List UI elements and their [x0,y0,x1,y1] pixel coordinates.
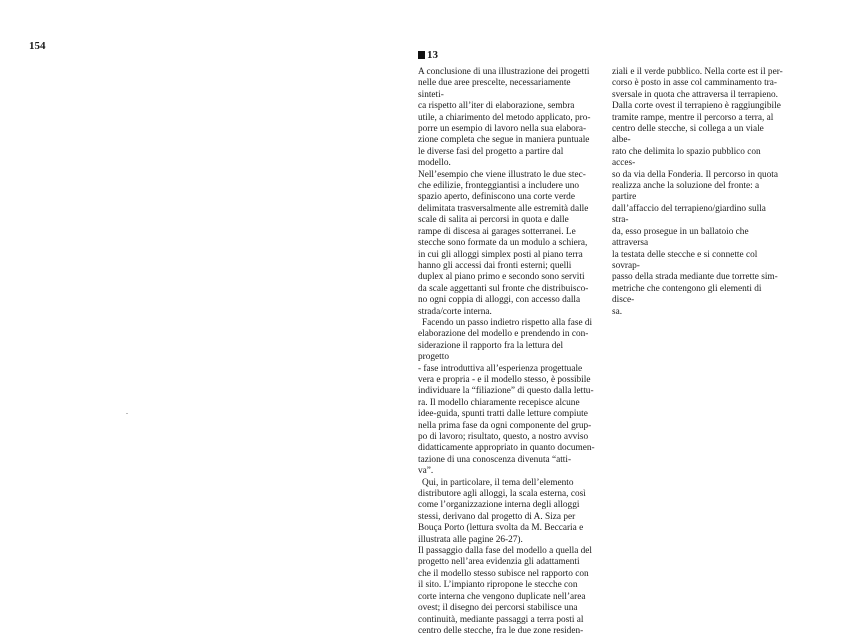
left-text-column [418,67,596,637]
right-text-column [612,67,784,318]
paragraph: Qui, in particolare, il tema dell’elemento distributore agli alloggi, la scala esterna, così come l’organizzazione interna degli alloggi stessi, derivano dal progetto di A. Siza per Bouça Porto (lettura svolta da M. Beccaria e illustrata alle pagine 26-27). [418,477,586,545]
chapter-square-icon [418,51,425,59]
paragraph: Nell’esempio che viene illustrato le due stec- che edilizie, fronteggiantisi a includere uno spazio aperto, definiscono una corte verde delimitata trasversalmente alle estremità dalle scale di salita ai percorsi in quota e dalle rampe di discesa ai garages sotterranei. Le stecche sono formate da un modulo a schiera, in cui gli alloggi simplex posti al piano terra hanno gli accessi dai fronti esterni; quelli duplex al piano primo e secondo sono serviti da scale aggettanti sul fronte che distribuisco- no ogni coppia di alloggi, con accesso dalla strada/corte interna. [418,169,589,317]
chapter-number: 13 [427,49,438,61]
paragraph: Il passaggio dalla fase del modello a quella del progetto nell’area evidenzia gli adattamenti che il modello stesso subisce nel rapporto con il sito. L’impianto ripropone le stecche con corte interna che vengono duplicate nell’area ovest; il disegno dei percorsi stabilisce una continuità, mediante passaggi a terra posti al centro delle stecche, fra le due zone residen- [418,546,592,636]
scan-speck [126,413,128,414]
paragraph: A conclusione di una illustrazione dei progetti nelle due aree prescelte, necessariamente sinteti- ca rispetto all’iter di elaborazione, sembra utile, a chiarimento del metodo applicato, pro- porre un esempio di lavoro nella sua elabora- zione completa che segue in maniera puntuale le diverse fasi del progetto a partire dal modello. [418,67,591,169]
paragraph: Facendo un passo indietro rispetto alla fase di elaborazione del modello e prendendo in con- siderazione il rapporto fra la lettura del progetto - fase introduttiva all’esperienza progettuale vera e propria - e il modello stesso, è possibile individuare la “filiazione” di questo dalla lettu- ra. Il modello chiaramente recepisce alcune idee-guida, spunti tratti dalle letture compiute nella prima fase da ogni componente del grup- po di lavoro; risultato, questo, a nostro avviso didatticamente appropriato in quanto documen- tazione di una conoscenza divenuta “atti- va”. [418,317,595,477]
paragraph: ziali e il verde pubblico. Nella corte est il per- corso è posto in asse col camminamento tra- sversale in quota che attraversa il terrapieno. Dalla corte ovest il terrapieno è raggiungibile tramite rampe, mentre il percorso a terra, al centro delle stecche, si collega a un viale albe- rato che delimita lo spazio pubblico con acces- so da via della Fonderia. Il percorso in quota realizza anche la soluzione del fronte: a partire dall’affaccio del terrapieno/giardino sulla stra- da, esso prosegue in un ballatoio che attraversa la testata delle stecche e si connette col sovrap- passo della strada mediante due torrette sim- metriche che contengono gli elementi di disce- sa. [612,67,783,317]
page-number: 154 [29,40,46,52]
chapter-heading [418,49,438,61]
